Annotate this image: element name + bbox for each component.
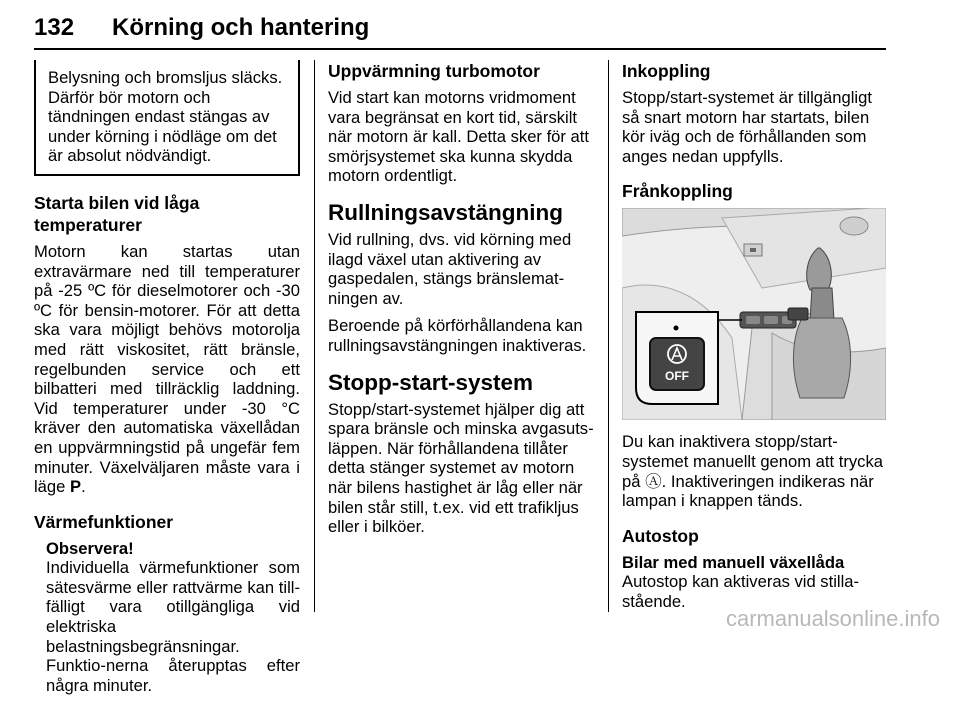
- paragraph-coasting-1: Vid rullning, dvs. vid körning med ilagd växel utan aktivering av gaspedalen, stängs bränslemat-ningen av.: [328, 229, 572, 308]
- paragraph-stop-start: Stopp/start-systemet hjälper dig att spara bränsle och minska avgasuts-läppen. När förhållandena tillåter detta stänger systemet av motorn när bilens hastighet är låg eller när bilen står still, t.ex. vid ett trafikljus eller i bilköer.: [328, 399, 594, 537]
- column-middle: [328, 60, 594, 545]
- heading-activation: Inkoppling: [622, 61, 711, 81]
- heading-cold-start: Starta bilen vid låga temperaturer: [34, 192, 200, 235]
- paragraph-turbo: Vid start kan motorns vridmoment vara begränsat en kort tid, särskilt när motorn är kall. Detta sker för att smörjsystemet ska kunna skydda motorn ordentligt.: [328, 88, 589, 186]
- caution-text: Individuella värmefunktioner som sätesvärme eller rattvärme kan till-fälligt vara otillgängliga vid elektriska belastningsbegränsningar. Funktio-nerna återupptas efter några minuter.: [46, 558, 300, 695]
- page-header: [34, 0, 886, 52]
- paragraph-cold-start: [34, 242, 300, 497]
- paragraph-deactivation: Du kan inaktivera stopp/start-systemet manuellt genom att trycka på Ⓐ. Inaktiveringen indikeras när lampan i knappen tänds.: [622, 432, 883, 511]
- notice-box: [34, 60, 300, 176]
- chapter-title: Körning och hantering: [112, 14, 370, 41]
- heading-stop-start: Stopp-start-system: [328, 369, 534, 395]
- header-divider: [34, 48, 886, 50]
- caution-title: Observera!: [46, 538, 134, 558]
- gear-position-p: P: [69, 477, 82, 497]
- illustration-off-label: OFF: [665, 369, 689, 384]
- watermark: carmanualsonline.info: [725, 606, 940, 631]
- heading-coasting-cutoff: Rullningsavstängning: [328, 199, 564, 225]
- paragraph-activation: Stopp/start-systemet är tillgängligt så snart motorn har startats, bilen kör iväg och de förhållanden som anges nedan uppfylls.: [622, 88, 872, 166]
- page-number: 132: [34, 14, 75, 41]
- column-left: [34, 60, 300, 703]
- notice-text: Belysning och bromsljus släcks. Därför bör motorn och tändningen endast stängas av under körning i nödläge om det är absolut nödvändigt.: [48, 68, 283, 166]
- column-divider-2: [608, 60, 609, 612]
- caution-block: [34, 539, 300, 696]
- heading-heat-functions: Värmefunktioner: [34, 511, 174, 532]
- heading-autostop: Autostop: [622, 525, 699, 546]
- console-drawing: [622, 208, 886, 420]
- paragraph-cold-start-text: Motorn kan startas utan extravärmare ned till temperaturer på -25 ºC för dieselmotorer och -30 ºC för bensin-motorer. För att detta ska vara möjligt behövs motorolja med rätt viskositet, rätt bränsle, regelbunden service och ett bilbatteri med tillräcklig laddning. Vid temperaturer under -30 °C kräver den automatiska växellådan en uppvärmningstid på ungefär fem minuter. Växelväljaren måste vara i läge: [34, 241, 300, 497]
- paragraph-cold-start-end: .: [81, 477, 86, 497]
- paragraph-coasting-2: Beroende på körförhållandena kan rullningsavstängningen inaktiveras.: [328, 316, 587, 355]
- paragraph-autostop: Autostop kan aktiveras vid stilla-stående.: [622, 572, 860, 611]
- heading-turbo: Uppvärmning turbomotor: [328, 61, 540, 81]
- heading-deactivation: Frånkoppling: [622, 181, 733, 202]
- stop-start-button-illustration: [622, 208, 886, 420]
- subheading-manual-gearbox: Bilar med manuell växellåda: [622, 552, 845, 572]
- column-divider-1: [314, 60, 315, 612]
- column-right: [622, 60, 888, 620]
